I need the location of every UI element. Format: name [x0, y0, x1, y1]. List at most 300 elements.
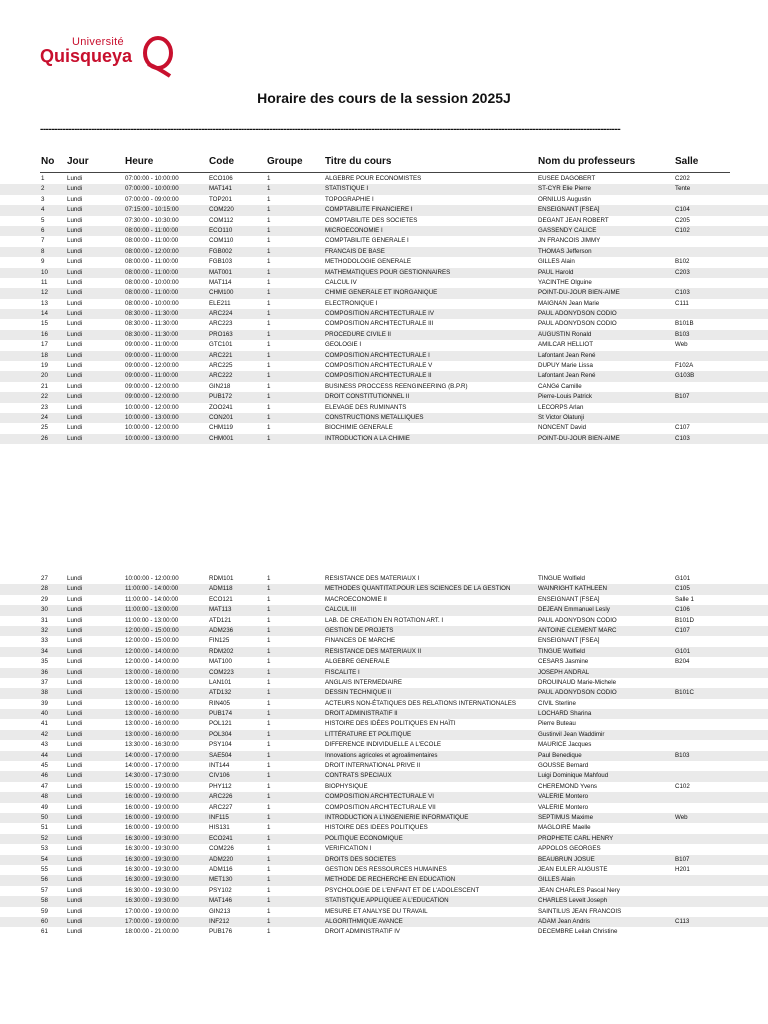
row-course-code: ECO110 [209, 226, 233, 234]
row-time: 08:00:00 - 12:00:00 [125, 247, 179, 255]
row-day: Lundi [67, 626, 83, 634]
row-number: 20 [41, 372, 48, 380]
row-professor: ENSEIGNANT [FSEA] [538, 637, 600, 645]
row-day: Lundi [67, 834, 83, 842]
row-course-code: PSY102 [209, 886, 232, 894]
row-day: Lundi [67, 720, 83, 728]
row-room: C107 [675, 424, 690, 432]
table-row [0, 174, 768, 184]
row-room: C107 [675, 626, 690, 634]
row-group: 1 [267, 606, 271, 614]
row-group: 1 [267, 886, 271, 894]
row-course-title: ALGEBRE POUR ECONOMISTES [325, 175, 422, 182]
row-room: C104 [675, 206, 690, 214]
row-course-title: COMPTABILITE GENERALE I [325, 237, 409, 245]
row-professor: ENSEIGNANT [FSEA] [538, 206, 600, 214]
table-row [0, 865, 768, 875]
table-row [0, 361, 768, 371]
row-course-code: ARC224 [209, 310, 233, 318]
table-row [0, 751, 768, 761]
row-room: B204 [675, 658, 690, 666]
row-course-code: CHM119 [209, 424, 233, 432]
row-number: 50 [41, 813, 48, 821]
table-row [0, 195, 768, 205]
row-course-title: BIOPHYSIQUE [325, 782, 368, 790]
table-row [0, 678, 768, 688]
row-time: 09:00:00 - 11:00:00 [125, 351, 179, 359]
row-number: 58 [41, 897, 48, 905]
row-number: 49 [41, 803, 48, 811]
row-number: 60 [41, 917, 48, 925]
row-course-code: COM223 [209, 668, 234, 676]
row-group: 1 [267, 762, 271, 770]
row-room: Web [675, 813, 688, 821]
table-row [0, 371, 768, 381]
row-group: 1 [267, 897, 271, 905]
row-room: B101B [675, 320, 694, 328]
row-group: 1 [267, 575, 271, 582]
row-day: Lundi [67, 772, 83, 780]
row-group: 1 [267, 730, 271, 738]
row-number: 56 [41, 876, 48, 884]
row-course-code: GIN218 [209, 382, 231, 390]
table-row [0, 886, 768, 896]
table-row [0, 330, 768, 340]
row-course-code: MAT100 [209, 658, 232, 666]
row-group: 1 [267, 351, 271, 359]
table-row [0, 647, 768, 657]
row-number: 17 [41, 341, 48, 349]
row-course-title: FINANCES DE MARCHE [325, 637, 396, 645]
row-group: 1 [267, 720, 271, 728]
table-row [0, 288, 768, 298]
row-room: C111 [675, 299, 689, 307]
row-room: Salle 1 [675, 595, 694, 603]
row-course-code: MAT114 [209, 278, 232, 286]
row-room: C106 [675, 606, 690, 614]
row-group: 1 [267, 424, 271, 432]
row-day: Lundi [67, 689, 83, 697]
row-professor: CIVIL Sterline [538, 699, 576, 707]
row-group: 1 [267, 206, 271, 214]
row-time: 16:00:00 - 19:00:00 [125, 793, 179, 801]
row-time: 13:00:00 - 15:00:00 [125, 689, 179, 697]
row-professor: Paul Benedique [538, 751, 582, 759]
row-course-title: FISCALITE I [325, 668, 360, 676]
table-row [0, 268, 768, 278]
row-time: 12:00:00 - 14:00:00 [125, 658, 179, 666]
row-course-code: ATD132 [209, 689, 232, 697]
q-emblem-icon [140, 34, 176, 78]
row-day: Lundi [67, 751, 83, 759]
row-course-title: LITTÉRATURE ET POLITIQUE [325, 730, 412, 738]
row-course-code: POL304 [209, 730, 232, 738]
row-day: Lundi [67, 403, 83, 411]
row-professor: DEGANT JEAN ROBERT [538, 216, 609, 224]
row-time: 16:00:00 - 19:00:00 [125, 813, 179, 821]
row-time: 09:00:00 - 12:00:00 [125, 362, 179, 370]
row-day: Lundi [67, 710, 83, 718]
row-time: 07:15:00 - 10:15:00 [125, 206, 179, 214]
table-row [0, 855, 768, 865]
row-professor: AMILCAR HELLIOT [538, 341, 594, 349]
row-day: Lundi [67, 310, 83, 318]
row-day: Lundi [67, 928, 83, 936]
row-day: Lundi [67, 393, 83, 401]
row-time: 07:00:00 - 09:00:00 [125, 195, 179, 203]
table-row [0, 299, 768, 309]
table-row [0, 782, 768, 792]
row-time: 14:00:00 - 17:00:00 [125, 751, 179, 759]
row-number: 45 [41, 762, 48, 770]
table-row [0, 595, 768, 605]
col-header-jour: Jour [67, 156, 89, 167]
row-professor: ANTOINE CLEMENT MARC [538, 626, 617, 634]
row-number: 18 [41, 351, 48, 359]
table-row [0, 309, 768, 319]
row-room: B101C [675, 689, 694, 697]
row-course-code: SAE504 [209, 751, 232, 759]
table-row [0, 605, 768, 615]
row-day: Lundi [67, 299, 83, 307]
row-course-code: FGB002 [209, 247, 233, 255]
row-course-code: INF212 [209, 917, 230, 925]
row-time: 08:00:00 - 10:00:00 [125, 299, 179, 307]
row-time: 16:00:00 - 19:00:00 [125, 824, 179, 832]
row-day: Lundi [67, 793, 83, 801]
row-course-code: PUB176 [209, 928, 233, 936]
row-course-title: STATISTIQUE I [325, 185, 369, 193]
row-group: 1 [267, 855, 271, 863]
table-row [0, 423, 768, 433]
table-row [0, 574, 768, 584]
table-row [0, 236, 768, 246]
row-time: 10:00:00 - 13:00:00 [125, 413, 179, 421]
row-professor: SAINTILUS JEAN FRANCOIS [538, 907, 622, 915]
row-course-code: ZOO241 [209, 403, 233, 411]
table-row [0, 626, 768, 636]
table-row [0, 740, 768, 750]
row-professor: ORNILUS Augustin [538, 195, 591, 203]
row-number: 41 [41, 720, 48, 728]
row-professor: CHEREMOND Yvens [538, 782, 598, 790]
row-professor: LOCHARD Sharina [538, 710, 592, 718]
row-course-code: ADM220 [209, 855, 234, 863]
row-time: 08:00:00 - 11:00:00 [125, 268, 179, 276]
row-number: 35 [41, 658, 48, 666]
table-row [0, 382, 768, 392]
row-room: C113 [675, 917, 690, 925]
row-course-code: LAN101 [209, 678, 232, 686]
row-day: Lundi [67, 907, 83, 915]
table-row [0, 257, 768, 267]
row-course-title: INTRODUCTION A L'INGENIERIE INFORMATIQUE [325, 813, 469, 821]
row-course-title: COMPTABILITE DES SOCIETES [325, 216, 418, 224]
row-course-title: BIOCHIMIE GENERALE [325, 424, 393, 432]
row-time: 08:30:00 - 11:30:00 [125, 310, 179, 318]
row-course-title: COMPTABILITE FINANCIERE I [325, 206, 413, 214]
row-group: 1 [267, 865, 271, 873]
row-day: Lundi [67, 637, 83, 645]
row-course-code: ARC221 [209, 351, 233, 359]
row-day: Lundi [67, 268, 83, 276]
row-group: 1 [267, 226, 271, 234]
row-group: 1 [267, 637, 271, 645]
row-day: Lundi [67, 699, 83, 707]
row-course-title: INTRODUCTION A LA CHIMIE [325, 434, 410, 442]
row-professor: MAIGNAN Jean Marie [538, 299, 600, 307]
row-number: 2 [41, 185, 45, 193]
table-row [0, 340, 768, 350]
row-time: 10:00:00 - 12:00:00 [125, 575, 179, 582]
row-course-title: ACTEURS NON-ÉTATIQUES DES RELATIONS INTERNATIONALES [325, 699, 517, 707]
row-time: 11:00:00 - 13:00:00 [125, 616, 179, 624]
row-course-code: PRO163 [209, 330, 233, 338]
row-day: Lundi [67, 278, 83, 286]
row-time: 13:00:00 - 16:00:00 [125, 710, 179, 718]
row-course-title: DIFFERENCE INDIVIDUELLE A L'ECOLE [325, 741, 442, 749]
row-course-title: METHODES QUANTITAT.POUR LES SCIENCES DE LA GESTION [325, 585, 511, 593]
row-number: 47 [41, 782, 48, 790]
table-row [0, 226, 768, 236]
row-professor: GILLES Alain [538, 876, 575, 884]
row-course-code: ARC226 [209, 793, 233, 801]
row-group: 1 [267, 320, 271, 328]
row-course-code: PUB172 [209, 393, 233, 401]
row-room: B103 [675, 330, 690, 338]
row-time: 07:30:00 - 10:30:00 [125, 216, 179, 224]
row-professor: DEJEAN Emmanuel Lesly [538, 606, 610, 614]
row-professor: PAUL ADONYDSON CODIO [538, 616, 617, 624]
table-row [0, 761, 768, 771]
row-course-code: MET130 [209, 876, 233, 884]
row-time: 16:30:00 - 19:30:00 [125, 865, 179, 873]
row-professor: GASSENDY CALICE [538, 226, 597, 234]
table-row [0, 616, 768, 626]
row-number: 26 [41, 434, 48, 442]
row-number: 8 [41, 247, 45, 255]
row-group: 1 [267, 278, 271, 286]
row-course-code: MAT113 [209, 606, 232, 614]
row-day: Lundi [67, 813, 83, 821]
row-group: 1 [267, 413, 271, 421]
row-day: Lundi [67, 434, 83, 442]
row-day: Lundi [67, 803, 83, 811]
row-room: F102A [675, 362, 694, 370]
table-row [0, 699, 768, 709]
row-course-title: MICROECONOMIE I [325, 226, 383, 234]
row-room: B103 [675, 751, 690, 759]
dashed-separator: ------------------------------------------------------------------------------------------------------------------------------------------------------------------------------------------------------------- [40, 124, 621, 135]
row-course-code: PHY112 [209, 782, 232, 790]
row-room: C202 [675, 175, 690, 182]
row-day: Lundi [67, 741, 83, 749]
row-day: Lundi [67, 175, 83, 182]
row-group: 1 [267, 299, 271, 307]
row-course-code: COM112 [209, 216, 234, 224]
row-course-title: CONTRATS SPECIAUX [325, 772, 392, 780]
row-group: 1 [267, 876, 271, 884]
table-row [0, 657, 768, 667]
row-time: 18:00:00 - 21:00:00 [125, 928, 179, 936]
row-course-title: RESISTANCE DES MATERIAUX I [325, 575, 420, 582]
row-room: C103 [675, 289, 690, 297]
row-number: 52 [41, 834, 48, 842]
row-professor: PAUL ADONYDSON CODIO [538, 320, 617, 328]
row-course-code: PSY104 [209, 741, 232, 749]
row-professor: PAUL Harold [538, 268, 574, 276]
row-professor: WAINRIGHT KATHLEEN [538, 585, 607, 593]
row-time: 16:30:00 - 19:30:00 [125, 855, 179, 863]
row-group: 1 [267, 793, 271, 801]
row-time: 07:00:00 - 10:00:00 [125, 175, 179, 182]
row-course-code: ADM118 [209, 585, 233, 593]
row-course-title: LAB. DE CREATION EN ROTATION ART. I [325, 616, 444, 624]
row-group: 1 [267, 907, 271, 915]
table-row [0, 636, 768, 646]
row-course-code: CON201 [209, 413, 234, 421]
row-professor: LECORPS Arlan [538, 403, 584, 411]
row-room: G101 [675, 647, 691, 655]
row-time: 11:00:00 - 14:00:00 [125, 585, 179, 593]
row-day: Lundi [67, 647, 83, 655]
table-row [0, 917, 768, 927]
row-professor: Pierre-Louis Patrick [538, 393, 592, 401]
row-professor: Pierre Buteau [538, 720, 576, 728]
row-day: Lundi [67, 606, 83, 614]
row-room: H201 [675, 865, 690, 873]
row-time: 08:30:00 - 11:30:00 [125, 320, 179, 328]
university-logo [40, 28, 190, 88]
row-number: 42 [41, 730, 48, 738]
row-time: 08:00:00 - 11:00:00 [125, 237, 179, 245]
row-group: 1 [267, 845, 271, 853]
row-course-code: CIV106 [209, 772, 230, 780]
row-number: 19 [41, 362, 48, 370]
row-course-title: VERIFICATION I [325, 845, 372, 853]
table-row [0, 247, 768, 257]
row-number: 29 [41, 595, 48, 603]
row-day: Lundi [67, 865, 83, 873]
row-course-title: TOPOGRAPHIE I [325, 195, 374, 203]
row-group: 1 [267, 658, 271, 666]
row-room: C203 [675, 268, 690, 276]
table-row [0, 319, 768, 329]
row-time: 12:00:00 - 14:00:00 [125, 647, 179, 655]
row-course-code: ARC225 [209, 362, 233, 370]
row-group: 1 [267, 917, 271, 925]
row-course-title: METHODE DE RECHERCHE EN EDUCATION [325, 876, 456, 884]
table-row [0, 216, 768, 226]
row-course-title: MESURE ET ANALYSE DU TRAVAIL [325, 907, 428, 915]
row-day: Lundi [67, 362, 83, 370]
row-course-title: DROIT ADMINISTRATIF II [325, 710, 398, 718]
row-time: 17:00:00 - 19:00:00 [125, 917, 179, 925]
row-time: 09:00:00 - 12:00:00 [125, 393, 179, 401]
row-number: 61 [41, 928, 48, 936]
row-number: 22 [41, 393, 48, 401]
row-course-title: STATISTIQUE APPLIQUEE A L'EDUCATION [325, 897, 449, 905]
row-number: 36 [41, 668, 48, 676]
row-day: Lundi [67, 855, 83, 863]
table-row [0, 834, 768, 844]
row-day: Lundi [67, 185, 83, 193]
row-number: 23 [41, 403, 48, 411]
row-group: 1 [267, 803, 271, 811]
row-professor: POINT-DU-JOUR BIEN-AIME [538, 289, 620, 297]
row-professor: CANGé Camille [538, 382, 582, 390]
row-day: Lundi [67, 824, 83, 832]
row-group: 1 [267, 382, 271, 390]
col-header-salle: Salle [675, 156, 699, 167]
row-number: 44 [41, 751, 48, 759]
row-number: 10 [41, 268, 48, 276]
row-course-title: CALCUL III [325, 606, 357, 614]
row-number: 33 [41, 637, 48, 645]
row-number: 53 [41, 845, 48, 853]
row-day: Lundi [67, 424, 83, 432]
row-group: 1 [267, 403, 271, 411]
row-course-title: ELECTRONIQUE I [325, 299, 378, 307]
row-course-code: ADM116 [209, 865, 233, 873]
row-professor: AUGUSTIN Ronald [538, 330, 592, 338]
table-row [0, 730, 768, 740]
row-time: 09:00:00 - 11:00:00 [125, 341, 179, 349]
row-room: B107 [675, 393, 690, 401]
row-time: 08:00:00 - 11:00:00 [125, 258, 179, 266]
row-professor: PAUL ADONYDSON CODIO [538, 689, 617, 697]
row-day: Lundi [67, 678, 83, 686]
row-number: 13 [41, 299, 48, 307]
row-professor: BEAUBRUN JOSUE [538, 855, 595, 863]
row-group: 1 [267, 185, 271, 193]
table-row [0, 351, 768, 361]
row-number: 9 [41, 258, 45, 266]
row-course-title: FRANCAIS DE BASE [325, 247, 385, 255]
row-time: 11:00:00 - 14:00:00 [125, 595, 179, 603]
row-day: Lundi [67, 216, 83, 224]
row-room: Web [675, 341, 688, 349]
row-group: 1 [267, 175, 271, 182]
row-number: 27 [41, 575, 48, 582]
table-row [0, 434, 768, 444]
row-course-code: FGB103 [209, 258, 233, 266]
row-number: 51 [41, 824, 48, 832]
col-header-no: No [41, 156, 55, 167]
row-course-title: CALCUL IV [325, 278, 357, 286]
row-group: 1 [267, 741, 271, 749]
row-room: B102 [675, 258, 690, 266]
row-group: 1 [267, 595, 271, 603]
row-group: 1 [267, 616, 271, 624]
row-time: 13:00:00 - 16:00:00 [125, 699, 179, 707]
row-course-code: MAT001 [209, 268, 232, 276]
row-day: Lundi [67, 320, 83, 328]
row-room: C102 [675, 782, 690, 790]
row-day: Lundi [67, 595, 83, 603]
row-professor: MAGLOIRE Maelle [538, 824, 591, 832]
row-course-title: HISTOIRE DES IDÉES POLITIQUES EN HAÏTI [325, 720, 456, 728]
row-time: 08:00:00 - 10:00:00 [125, 278, 179, 286]
row-course-code: TOP201 [209, 195, 232, 203]
row-number: 11 [41, 278, 48, 286]
row-room: G101 [675, 575, 691, 582]
row-group: 1 [267, 626, 271, 634]
row-day: Lundi [67, 616, 83, 624]
row-course-title: COMPOSITION ARCHITECTURALE VI [325, 793, 434, 801]
row-time: 10:00:00 - 12:00:00 [125, 403, 179, 411]
row-group: 1 [267, 834, 271, 842]
